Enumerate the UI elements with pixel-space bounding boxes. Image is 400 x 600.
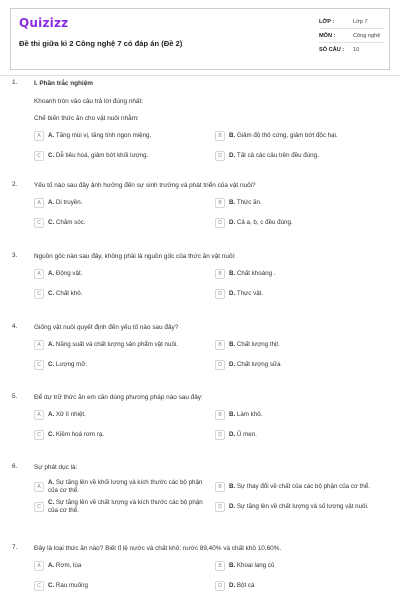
option-a[interactable]	[34, 559, 215, 573]
option-key: D	[215, 581, 225, 591]
option-text: A. Động vật.	[48, 270, 83, 277]
option-key: A	[34, 561, 44, 571]
option-key: D	[215, 218, 225, 228]
option-letter: C.	[48, 582, 56, 589]
option-text: C. Chăm sóc.	[48, 219, 86, 226]
option-letter: D.	[229, 219, 237, 226]
question-number: 4.	[12, 323, 18, 330]
option-key: A	[34, 482, 44, 492]
option-b[interactable]	[215, 129, 385, 143]
quizizz-logo[interactable]: Quizizz	[19, 16, 69, 30]
option-letter: C.	[48, 361, 56, 368]
option-text: D. Bột cá	[229, 582, 255, 589]
section-title: I. Phần trắc nghiệm	[34, 80, 93, 87]
question-4	[12, 323, 392, 393]
option-letter: A.	[48, 132, 56, 139]
option-key: D	[215, 289, 225, 299]
option-letter: D.	[229, 582, 237, 589]
option-d[interactable]	[215, 358, 385, 372]
worksheet-title: Đề thi giữa kì 2 Công nghệ 7 có đáp án (Đề 2)	[19, 39, 183, 48]
option-text: B. Khoai lang củ	[229, 562, 275, 569]
worksheet-header	[10, 8, 390, 70]
meta-label: MÔN :	[319, 32, 336, 39]
option-key: B	[215, 410, 225, 420]
option-grid	[34, 408, 392, 442]
option-key: A	[34, 198, 44, 208]
option-key: B	[215, 561, 225, 571]
option-text: D. Tất cả các câu trên đều đúng.	[229, 152, 319, 159]
option-text: B. Làm khô.	[229, 411, 263, 418]
option-a[interactable]	[34, 196, 215, 210]
option-d[interactable]	[215, 149, 385, 163]
option-letter: D.	[229, 503, 237, 510]
meta-label: LỚP :	[319, 18, 335, 25]
option-letter: B.	[229, 270, 237, 277]
option-key: D	[215, 430, 225, 440]
option-text: B. Sự thay đổi về chất của các bộ phận của cơ thể.	[229, 483, 370, 490]
question-7	[12, 544, 392, 600]
question-text: Sự phát dục là:	[34, 464, 78, 471]
meta-value: Công nghệ	[353, 32, 381, 39]
question-instruction: Khoanh tròn vào câu trả lời đúng nhất:	[34, 98, 143, 105]
option-letter: C.	[48, 431, 56, 438]
option-grid	[34, 196, 392, 230]
option-grid	[34, 338, 392, 372]
option-key: C	[34, 502, 44, 512]
option-key: C	[34, 218, 44, 228]
option-text: B. Thức ăn.	[229, 199, 262, 206]
option-letter: A.	[48, 562, 56, 569]
question-text: Đây là loại thức ăn nào? Biết tỉ lệ nước và chất khô: nước 89,40% và chất khô 10,60%.	[34, 545, 282, 552]
option-letter: B.	[229, 199, 237, 206]
header-divider	[0, 75, 400, 76]
option-text: C. Chất khô.	[48, 290, 83, 297]
option-letter: C.	[48, 290, 56, 297]
option-key: A	[34, 340, 44, 350]
option-key: B	[215, 482, 225, 492]
option-key: D	[215, 360, 225, 370]
option-key: C	[34, 151, 44, 161]
question-text: Chế biến thức ăn cho vật nuôi nhằm:	[34, 115, 139, 122]
option-text: A. Di truyền.	[48, 199, 83, 206]
option-letter: D.	[229, 431, 237, 438]
option-text: B. Chất lượng thịt.	[229, 341, 280, 348]
option-d[interactable]	[215, 499, 385, 515]
option-d[interactable]	[215, 287, 385, 301]
option-key: B	[215, 198, 225, 208]
option-c[interactable]	[34, 149, 215, 163]
option-letter: C.	[48, 152, 56, 159]
option-c[interactable]	[34, 216, 215, 230]
option-a[interactable]	[34, 267, 215, 281]
option-c[interactable]	[34, 579, 215, 593]
option-text: A. Xử lí nhiệt.	[48, 411, 86, 418]
option-letter: A.	[48, 270, 56, 277]
option-c[interactable]	[34, 287, 215, 301]
option-letter: A.	[48, 199, 56, 206]
question-text: Nguồn gốc nào sau đây, không phải là nguồn gốc của thức ăn vật nuôi:	[34, 253, 236, 260]
option-text: A. Năng suất và chất lượng sản phẩm vật nuôi.	[48, 341, 178, 348]
question-text: Yếu tố nào sau đây ảnh hưởng đến sự sinh trưởng và phát triển của vật nuôi?	[34, 182, 256, 189]
question-3	[12, 252, 392, 323]
option-a[interactable]	[34, 408, 215, 422]
question-number: 2.	[12, 181, 18, 188]
option-letter: D.	[229, 361, 237, 368]
option-grid	[34, 129, 392, 163]
option-letter: D.	[229, 152, 237, 159]
option-text: A. Sự tăng lên về khối lượng và kích thước các bộ phận của cơ thể.	[48, 479, 203, 494]
option-text: C. Dễ tiêu hoá, giảm bớt khối lượng.	[48, 152, 149, 159]
option-letter: A.	[48, 411, 56, 418]
meta-row-grade	[319, 15, 385, 29]
option-text: C. Sự tăng lên về chất lượng và kích thước các bộ phận của cơ thể.	[48, 499, 203, 514]
option-letter: B.	[229, 411, 237, 418]
option-key: C	[34, 581, 44, 591]
option-letter: C.	[48, 219, 56, 226]
question-number: 6.	[12, 463, 18, 470]
question-number: 5.	[12, 393, 18, 400]
question-text: Để dự trữ thức ăn em cần dùng phương pháp nào sau đây:	[34, 394, 203, 401]
option-key: D	[215, 502, 225, 512]
option-text: D. Sự tăng lên về chất lượng và số lượng vật nuôi.	[229, 503, 369, 510]
option-letter: A.	[48, 341, 56, 348]
question-6	[12, 463, 392, 544]
option-b[interactable]	[215, 267, 385, 281]
option-key: A	[34, 131, 44, 141]
worksheet-meta	[319, 15, 385, 57]
question-number: 1.	[12, 79, 18, 86]
option-c[interactable]	[34, 428, 215, 442]
option-c[interactable]	[34, 358, 215, 372]
option-text: D. Ủ men.	[229, 431, 257, 438]
option-key: B	[215, 131, 225, 141]
option-letter: C.	[48, 499, 56, 506]
option-grid	[34, 559, 392, 593]
option-text: D. Chất lượng sữa	[229, 361, 281, 368]
option-letter: B.	[229, 562, 237, 569]
meta-value: Lớp 7	[353, 18, 368, 25]
meta-value: 10	[353, 47, 360, 53]
option-text: D. Thực vật.	[229, 290, 264, 297]
option-text: C. Rau muống	[48, 582, 88, 589]
option-letter: B.	[229, 341, 237, 348]
option-key: A	[34, 410, 44, 420]
option-text: A. Rơm, lúa	[48, 562, 82, 569]
option-letter: B.	[229, 483, 237, 490]
meta-label: SỐ CÂU :	[319, 47, 345, 53]
question-1	[12, 79, 392, 181]
option-letter: D.	[229, 290, 237, 297]
option-text: A. Tăng mùi vị, tăng tính ngon miệng.	[48, 132, 152, 139]
option-letter: A.	[48, 479, 56, 486]
option-key: B	[215, 340, 225, 350]
option-text: B. Chất khoáng .	[229, 270, 276, 277]
option-key: A	[34, 269, 44, 279]
option-a[interactable]	[34, 129, 215, 143]
option-grid	[34, 479, 392, 515]
option-d[interactable]	[215, 216, 385, 230]
option-b[interactable]	[215, 338, 385, 352]
option-b[interactable]	[215, 559, 385, 573]
option-key: D	[215, 151, 225, 161]
question-list	[12, 79, 392, 600]
option-text: C. Lượng mỡ.	[48, 361, 88, 368]
option-a[interactable]	[34, 338, 215, 352]
option-b[interactable]	[215, 479, 385, 495]
meta-row-count	[319, 43, 385, 57]
question-2	[12, 181, 392, 252]
option-text: B. Giảm độ thô cứng, giảm bớt độc hại.	[229, 132, 338, 139]
option-text: D. Cả a, b, c đều đúng.	[229, 219, 293, 226]
option-d[interactable]	[215, 428, 385, 442]
question-number: 7.	[12, 544, 18, 551]
question-number: 3.	[12, 252, 18, 259]
option-key: C	[34, 289, 44, 299]
option-b[interactable]	[215, 196, 385, 210]
option-a[interactable]	[34, 479, 215, 495]
option-letter: B.	[229, 132, 237, 139]
question-5	[12, 393, 392, 463]
option-text: C. Kiềm hoá rơm rạ.	[48, 431, 104, 438]
option-grid	[34, 267, 392, 301]
option-key: C	[34, 430, 44, 440]
option-key: B	[215, 269, 225, 279]
option-d[interactable]	[215, 579, 385, 593]
option-c[interactable]	[34, 499, 215, 515]
question-text: Giống vật nuôi quyết định đến yếu tố nào sau đây?	[34, 324, 179, 331]
meta-row-subject	[319, 29, 385, 43]
option-b[interactable]	[215, 408, 385, 422]
option-key: C	[34, 360, 44, 370]
